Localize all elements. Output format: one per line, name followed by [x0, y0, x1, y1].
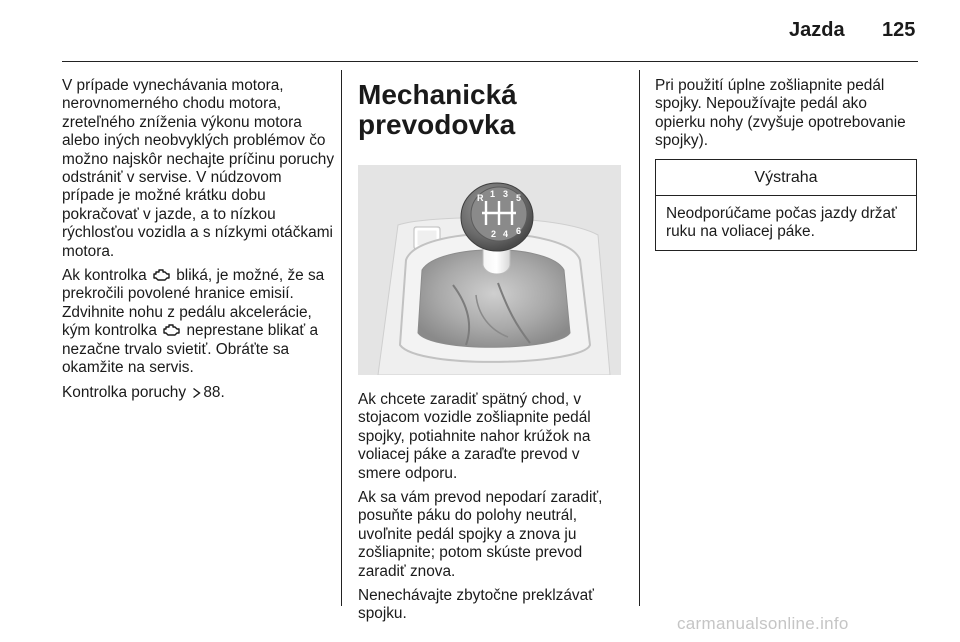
warning-body: Neodporúčame počas jazdy držať ruku na voliacej páke.: [666, 205, 897, 241]
middle-text: [358, 391, 622, 624]
gear-label-1: 1: [490, 189, 496, 199]
paragraph-misfire: V prípade vynechávania motora, nerovnomerného chodu motora, zreteľného zníženia výkonu motora alebo iných neobvyklých problémov čo možno najskôr nechajte príčinu poruchy odstrániť v servise. V núdzovom prípade je možné krátku dobu pokračovať v jazde, a to nízkou rýchlosťou vozidla a s nízkymi otáčkami motora.: [62, 77, 335, 260]
paragraph-reverse-gear: Ak chcete zaradiť spätný chod, v stojacom vozidle zošliapnite pedál spojky, potiahnite nahor krúžok na voliacej páke a zaraďte prevod v smere odporu.: [358, 391, 591, 482]
warning-title: Výstraha: [656, 160, 916, 196]
gear-label-reverse: R: [477, 193, 484, 203]
section-heading: Mechanická prevodovka: [358, 79, 517, 140]
gear-label-3: 3: [503, 189, 509, 199]
column-divider-2: [639, 70, 640, 606]
column-divider-1: [341, 70, 342, 606]
page-reference-arrow-icon: [192, 387, 201, 399]
paragraph-clutch-slip: Nenechávajte zbytočne preklzávať spojku.: [358, 587, 594, 623]
engine-warning-icon: [153, 268, 170, 282]
paragraph-reference: Kontrolka poruchy 88.: [62, 383, 225, 401]
page-number: 125: [882, 19, 916, 41]
warning-box: [655, 159, 917, 251]
header-divider: [62, 61, 918, 62]
column-middle: [358, 80, 630, 630]
gear-lever-drawing: [358, 165, 621, 375]
watermark: carmanualsonline.info: [677, 614, 849, 633]
paragraph-warning-light: Ak kontrolka bliká, je možné, že sa prekročili povolené hranice emisií. Zdvihnite nohu z pedálu akcelerácie, kým kontrolka neprestane blikať a nezačne trvalo svietiť. Obráťte sa okamžite na servis.: [62, 267, 325, 377]
column-right: [655, 77, 921, 251]
gear-label-4: 4: [503, 229, 509, 239]
gear-label-6: 6: [516, 226, 522, 236]
gear-label-5: 5: [516, 193, 522, 203]
gear-shift-illustration: [358, 165, 621, 375]
page-header: [0, 0, 960, 60]
engine-warning-icon: [163, 323, 180, 337]
paragraph-clutch-use: Pri použití úplne zošliapnite pedál spojky. Nepoužívajte pedál ako opierku nohy (zvyšuje opotrebovanie spojky).: [655, 77, 906, 150]
section-title: Jazda: [789, 19, 845, 41]
paragraph-gear-failure: Ak sa vám prevod nepodarí zaradiť, posuňte páku do polohy neutrál, uvoľnite pedál spojky a znova ju zošliapnite; potom skúste prevod zaradiť znova.: [358, 489, 603, 580]
gear-label-2: 2: [491, 229, 497, 239]
column-left: [62, 77, 336, 408]
page-link[interactable]: 88.: [203, 383, 225, 401]
